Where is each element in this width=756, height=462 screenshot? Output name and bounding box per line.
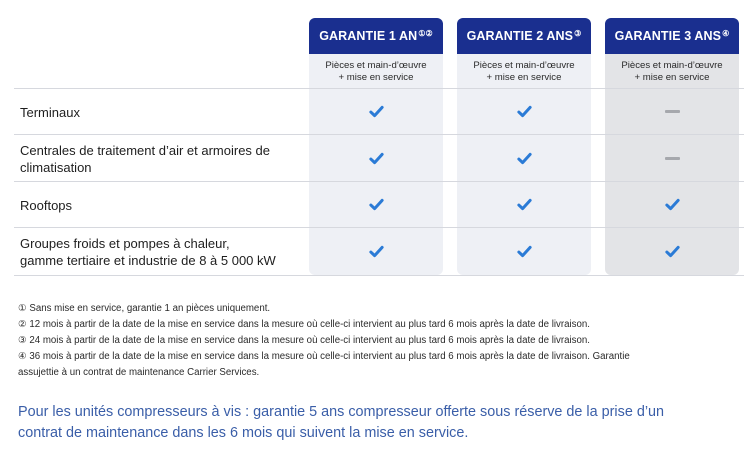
check-icon <box>665 197 680 217</box>
check-icon <box>665 244 680 264</box>
subtitle-line: Pièces et main-d’œuvre <box>325 60 427 71</box>
row-label-line: Centrales de traitement d’air et armoires de <box>20 143 271 158</box>
table-row-groupes-froids <box>14 227 744 276</box>
header-subtitle-2 <box>457 60 591 84</box>
header-footnote-ref: ③ <box>574 28 582 38</box>
header-garantie-3-ans <box>605 18 739 54</box>
cell-2 <box>457 244 591 264</box>
subtitle-line: + mise en service <box>634 72 710 83</box>
check-icon <box>369 104 384 124</box>
cell-2 <box>457 104 591 124</box>
cell-2 <box>457 151 591 171</box>
footnote-4-continued: assujettie à un contrat de maintenance Carrier Services. <box>18 367 260 378</box>
footnote-4: ④ 36 mois à partir de la date de la mise en service dans la mesure où celle-ci intervient au plus tard 6 mois après la date de livraison. Garantie <box>18 351 630 362</box>
subtitle-line: + mise en service <box>486 72 562 83</box>
callout-line: contrat de maintenance dans les 6 mois qui suivent la mise en service. <box>18 425 469 441</box>
footnote-2: ② 12 mois à partir de la date de la mise en service dans la mesure où celle-ci intervient au plus tard 6 mois après la date de livraison. <box>18 319 590 330</box>
check-icon <box>517 104 532 124</box>
check-icon <box>517 244 532 264</box>
row-label-line: gamme tertiaire et industrie de 8 à 5 000 kW <box>20 253 276 268</box>
table-row-terminaux <box>14 88 744 135</box>
cell-2 <box>457 197 591 217</box>
header-title: GARANTIE 2 ANS <box>466 29 574 43</box>
check-icon <box>517 197 532 217</box>
dash-icon <box>665 157 680 160</box>
cell-3 <box>605 197 739 217</box>
header-footnote-ref: ①② <box>418 28 433 38</box>
footnotes <box>18 301 718 381</box>
header-footnote-ref: ④ <box>722 28 730 38</box>
footnote-3: ③ 24 mois à partir de la date de la mise en service dans la mesure où celle-ci intervient au plus tard 6 mois après la date de livraison. <box>18 335 590 346</box>
check-icon <box>369 197 384 217</box>
screw-compressor-callout <box>18 402 738 444</box>
cell-3 <box>605 151 739 160</box>
row-label-line: climatisation <box>20 160 92 175</box>
check-icon <box>517 151 532 171</box>
row-label <box>20 235 276 269</box>
cell-1 <box>309 197 443 217</box>
cell-1 <box>309 151 443 171</box>
header-title: GARANTIE 1 AN <box>319 29 418 43</box>
callout-line: Pour les unités compresseurs à vis : garantie 5 ans compresseur offerte sous réserve de la prise d’un <box>18 404 665 420</box>
check-icon <box>369 151 384 171</box>
row-label <box>20 142 270 176</box>
dash-icon <box>665 110 680 113</box>
header-title: GARANTIE 3 ANS <box>614 29 722 43</box>
subtitle-line: Pièces et main-d’œuvre <box>473 60 575 71</box>
subtitle-line: Pièces et main-d’œuvre <box>621 60 723 71</box>
row-label-line: Rooftops <box>20 198 73 213</box>
header-garantie-2-ans <box>457 18 591 54</box>
cell-1 <box>309 244 443 264</box>
cell-3 <box>605 104 739 113</box>
header-subtitle-3 <box>605 60 739 84</box>
cell-3 <box>605 244 739 264</box>
row-label <box>20 197 72 214</box>
cell-1 <box>309 104 443 124</box>
check-icon <box>369 244 384 264</box>
row-label <box>20 104 80 121</box>
subtitle-line: + mise en service <box>338 72 414 83</box>
footnote-1: ① Sans mise en service, garantie 1 an pièces uniquement. <box>18 303 271 314</box>
table-row-rooftops <box>14 181 744 228</box>
header-garantie-1-an <box>309 18 443 54</box>
header-subtitle-1 <box>309 60 443 84</box>
table-row-centrales <box>14 134 744 182</box>
row-label-line: Groupes froids et pompes à chaleur, <box>20 236 230 251</box>
row-label-line: Terminaux <box>20 105 80 120</box>
